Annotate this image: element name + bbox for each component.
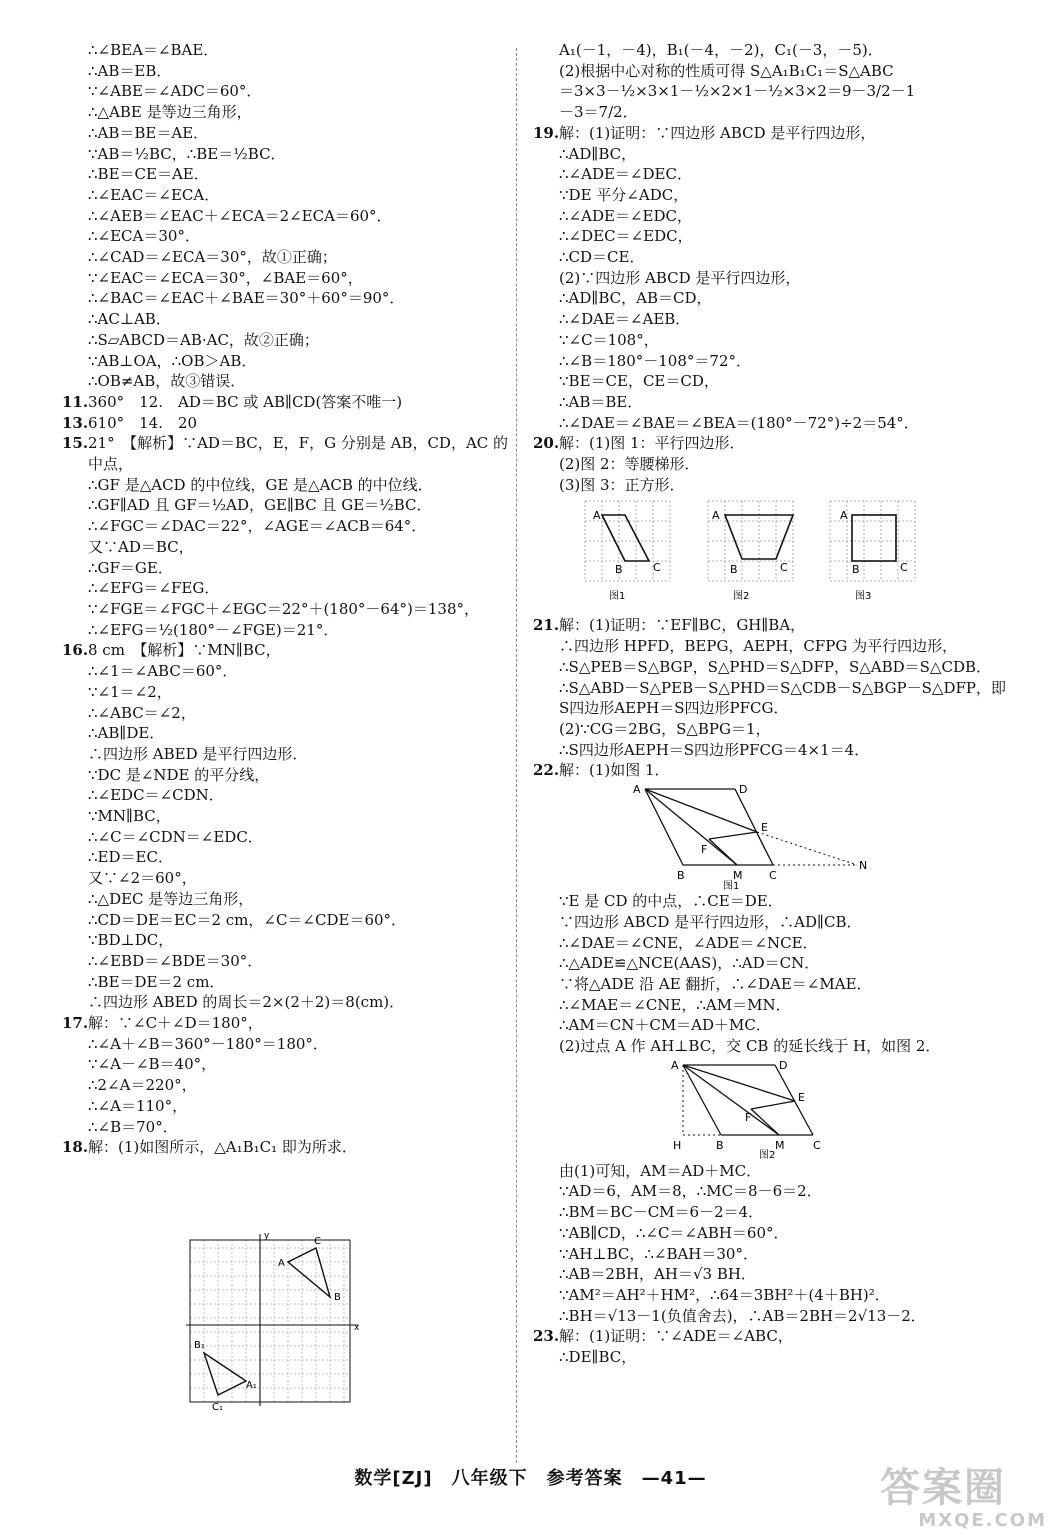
solution-text: ∴△DEC 是等边三角形， <box>88 889 254 908</box>
svg-text:A: A <box>671 1058 679 1072</box>
solution-line <box>62 268 507 289</box>
solution-text: 解：(1)图 1：平行四边形． <box>559 434 745 453</box>
question-number: 21. <box>533 616 560 635</box>
solution-line <box>533 330 993 351</box>
solution-line <box>62 1013 507 1034</box>
solution-line <box>62 723 507 744</box>
solution-line <box>533 995 993 1016</box>
solution-text: ∵将△ADE 沿 AE 翻折，∴∠DAE＝∠MAE． <box>559 974 872 993</box>
solution-text: 解：(1)如图 1． <box>559 761 670 780</box>
solution-line <box>533 678 1006 699</box>
solution-line <box>62 475 507 496</box>
solution-line <box>533 1326 993 1347</box>
solution-text: ∴AC⊥AB． <box>88 310 171 329</box>
solution-text: 解：(1)证明：∵四边形 ABCD 是平行四边形， <box>559 123 876 142</box>
solution-line <box>533 454 993 475</box>
solution-line <box>533 40 993 61</box>
solution-line <box>62 102 507 123</box>
solution-line <box>62 910 507 931</box>
solution-text: ∵∠A－∠B＝40°， <box>88 1055 217 1074</box>
question-number: 16. <box>62 641 89 660</box>
solution-text: ∴CD＝DE＝EC＝2 cm，∠C＝∠CDE＝60°． <box>88 910 407 929</box>
solution-line <box>62 682 507 703</box>
solution-line <box>62 433 507 454</box>
svg-text:B: B <box>334 1292 341 1303</box>
solution-line <box>62 827 507 848</box>
solution-line <box>533 933 993 954</box>
solution-line <box>62 785 507 806</box>
solution-text: ∴GF∥AD 且 GF＝½AD，GE∥BC 且 GE＝½BC． <box>88 496 432 515</box>
solution-text: ∵∠C＝108°， <box>559 330 659 349</box>
solution-line <box>533 144 993 165</box>
solution-text: S四边形AEPH＝S四边形PFCG． <box>559 699 789 718</box>
solution-text: ∴AB∥DE． <box>88 724 165 743</box>
solution-line <box>533 475 993 496</box>
svg-text:N: N <box>859 859 868 873</box>
solution-text: ∴∠EBD＝∠BDE＝30°． <box>88 951 263 970</box>
solution-line <box>533 760 993 781</box>
solution-line <box>533 615 993 636</box>
solution-line <box>533 891 993 912</box>
solution-text: ∵AH⊥BC，∴∠BAH＝30°． <box>559 1244 758 1263</box>
svg-text:B: B <box>730 563 738 577</box>
solution-line <box>62 413 507 434</box>
solution-line <box>62 1117 507 1138</box>
svg-text:A: A <box>712 509 720 523</box>
solution-text: (3)图 3：正方形． <box>559 475 685 494</box>
solution-text: ∵DE 平分∠ADC， <box>559 185 689 204</box>
solution-line <box>62 288 507 309</box>
solution-text: 由(1)可知，AM＝AD＋MC． <box>559 1161 762 1180</box>
solution-text: ∵E 是 CD 的中点，∴CE＝DE． <box>559 892 783 911</box>
svg-text:F: F <box>745 1110 752 1124</box>
solution-line <box>62 558 507 579</box>
solution-text: ∴∠ADE＝∠DEC． <box>559 165 692 184</box>
solution-line <box>62 206 507 227</box>
solution-text: ∴S△ABD－S△PEB－S△PHD＝S△CDB－S△BGP－S△DFP，即 <box>559 678 1006 697</box>
solution-line <box>533 371 993 392</box>
right-column <box>533 40 1006 1368</box>
solution-text: ∴∠AEB＝∠EAC＋∠ECA＝2∠ECA＝60°． <box>88 206 392 225</box>
solution-line <box>533 1181 993 1202</box>
solution-line <box>533 1244 993 1265</box>
solution-text: ∴△ABE 是等边三角形， <box>88 103 252 122</box>
solution-text: 360° 12. AD＝BC 或 AB∥CD(答案不唯一) <box>88 392 403 411</box>
solution-line <box>533 206 993 227</box>
svg-text:A₁: A₁ <box>246 1380 257 1391</box>
svg-text:D: D <box>779 1058 788 1072</box>
solution-text: 610° 14. 20 <box>88 413 198 432</box>
grid-figure-2 <box>708 501 793 581</box>
solution-line <box>62 992 507 1013</box>
svg-text:A: A <box>278 1258 285 1269</box>
svg-text:B₁: B₁ <box>194 1340 205 1351</box>
solution-line <box>62 164 507 185</box>
solution-text: 又∵AD＝BC， <box>88 537 194 556</box>
solution-line <box>533 102 993 123</box>
solution-line <box>533 1202 993 1223</box>
solution-text: A₁(－1，－4)，B₁(－4，－2)，C₁(－3，－5)． <box>559 41 883 59</box>
solution-line <box>533 657 993 678</box>
solution-text: 又∵∠2＝60°， <box>88 869 197 888</box>
solution-text: ∴2∠A＝220°， <box>88 1076 197 1095</box>
solution-line <box>533 226 993 247</box>
solution-line <box>62 144 507 165</box>
solution-line <box>62 1137 507 1158</box>
solution-text: ∴△ADE≌△NCE(AAS)，∴AD＝CN． <box>559 954 820 973</box>
page-footer: 数学[ZJ] 八年级下 参考答案 —41— <box>354 1468 707 1489</box>
solution-text: 解：(1)证明：∵EF∥BC，GH∥BA， <box>559 616 806 635</box>
solution-line <box>533 247 993 268</box>
question-number: 19. <box>533 123 560 142</box>
solution-text: 21° 【解析】∵AD＝BC，E，F，G 分别是 AB，CD，AC 的 <box>88 434 509 453</box>
solution-text: ∴DE∥BC， <box>559 1348 637 1367</box>
solution-line <box>62 330 507 351</box>
watermark-logo: 答案圈 MXQE.COM <box>880 1465 1047 1531</box>
solution-line <box>62 578 507 599</box>
solution-line <box>62 661 507 682</box>
solution-line <box>62 61 507 82</box>
solution-line <box>533 1223 993 1244</box>
svg-text:M: M <box>733 869 743 883</box>
solution-text: ∴四边形 HPFD，BEPG，AEPH，CFPG 为平行四边形， <box>559 637 958 656</box>
solution-text: (2)∵四边形 ABCD 是平行四边形， <box>559 268 801 287</box>
fig1-caption: 图1 <box>723 881 740 892</box>
solution-line <box>62 972 507 993</box>
grid-figure-3 <box>830 501 915 581</box>
svg-text:x: x <box>354 1323 360 1333</box>
solution-line <box>62 226 507 247</box>
solution-line <box>62 351 507 372</box>
grid-fig-caption-1: 图1 <box>609 591 626 603</box>
solution-line <box>62 495 507 516</box>
svg-text:B: B <box>716 1138 724 1152</box>
solution-line <box>62 247 507 268</box>
solution-line <box>533 268 993 289</box>
solution-text: ∴ED＝EC． <box>88 848 173 867</box>
svg-text:H: H <box>673 1138 682 1152</box>
q22-solution-part2-and-23 <box>533 1161 993 1368</box>
solution-text: ∴BH＝√13－1(负值舍去)，∴AB＝2BH＝2√13－2． <box>559 1306 926 1325</box>
solution-text: ∴∠EDC＝∠CDN． <box>88 786 224 805</box>
solution-text: ∴∠DAE＝∠CNE，∠ADE＝∠NCE． <box>559 933 818 952</box>
solution-line <box>533 351 993 372</box>
svg-text:M: M <box>775 1138 785 1152</box>
solution-text: ∴∠DEC＝∠EDC， <box>559 227 693 246</box>
solution-text: ∴BE＝DE＝2 cm． <box>88 972 225 991</box>
question-number: 22. <box>533 761 560 780</box>
solution-text: ＝3×3－½×3×1－½×2×1－½×3×2＝9－3/2－1 <box>559 82 916 101</box>
solution-text: ∴∠DAE＝∠BAE＝∠BEA＝(180°－72°)÷2＝54°． <box>559 413 919 432</box>
solution-line <box>62 123 507 144</box>
solution-line <box>533 1161 993 1182</box>
solution-text: ∵∠ABE＝∠ADC＝60°． <box>88 82 262 101</box>
solution-line <box>533 912 993 933</box>
fig2-caption: 图2 <box>759 1149 776 1161</box>
svg-text:E: E <box>798 1090 805 1104</box>
question-number: 15. <box>62 434 89 453</box>
solution-line <box>533 164 993 185</box>
solution-text: ∴∠BAC＝∠EAC＋∠BAE＝30°＋60°＝90°． <box>88 289 405 308</box>
solution-text: ∴∠EAC＝∠ECA． <box>88 185 220 204</box>
solution-text: ∴∠MAE＝∠CNE，∴AM＝MN． <box>559 995 791 1014</box>
solution-line <box>62 537 507 558</box>
solution-text: (2)∵CG＝2BG，S△BPG＝1， <box>559 719 771 738</box>
solution-text: ∴∠B＝70°． <box>88 1117 178 1136</box>
question-number: 11. <box>62 392 89 411</box>
question-number: 20. <box>533 434 560 453</box>
solution-line <box>62 703 507 724</box>
solution-line <box>533 413 993 434</box>
solution-text: ∴∠EFG＝∠FEG． <box>88 579 220 598</box>
solution-line <box>62 516 507 537</box>
svg-text:D: D <box>739 783 748 797</box>
svg-text:E: E <box>761 821 768 835</box>
svg-text:B: B <box>677 869 685 883</box>
solution-line <box>62 392 507 413</box>
solution-line <box>62 744 507 765</box>
solution-text: ∵AD＝6，AM＝8，∴MC＝8－6＝2． <box>559 1182 822 1201</box>
answers-18-20 <box>533 40 993 495</box>
solution-text: ∵四边形 ABCD 是平行四边形，∴AD∥CB． <box>559 912 862 931</box>
solution-text: ∴AD∥BC， <box>559 144 637 163</box>
solution-line <box>62 371 507 392</box>
svg-text:B: B <box>615 563 623 577</box>
q22-solution-part1 <box>533 891 993 1057</box>
solution-text: ∴AB＝BE． <box>559 392 643 411</box>
solution-line <box>533 288 993 309</box>
solution-line <box>62 454 507 475</box>
question-number: 17. <box>62 1014 89 1033</box>
solution-text: ∴∠1＝∠ABC＝60°． <box>88 662 238 681</box>
solution-line <box>533 392 993 413</box>
column-divider <box>516 48 517 1463</box>
question-number: 13. <box>62 413 89 432</box>
solution-text: ∴GF＝GE． <box>88 558 173 577</box>
solution-text: ∴∠ABC＝∠2， <box>88 703 196 722</box>
q18-coordinate-figure <box>186 1230 362 1416</box>
solution-text: ∴GF 是△ACD 的中位线，GE 是△ACB 的中位线． <box>88 475 433 494</box>
svg-text:C: C <box>900 561 908 575</box>
solution-line <box>533 719 993 740</box>
solution-text: 解：(1)证明：∵∠ADE＝∠ABC， <box>559 1327 793 1346</box>
q22-figure-2 <box>533 1057 993 1161</box>
solution-text: ∵∠EAC＝∠ECA＝30°，∠BAE＝60°， <box>88 268 363 287</box>
solution-text: ∴AB＝2BH，AH＝√3 BH． <box>559 1265 756 1284</box>
solution-line <box>62 847 507 868</box>
svg-text:y: y <box>264 1231 270 1241</box>
grid-figure-1 <box>585 501 670 581</box>
solution-text: ∵∠FGE＝∠FGC＋∠EGC＝22°＋(180°－64°)＝138°， <box>88 599 480 618</box>
solution-line <box>62 309 507 330</box>
left-column <box>62 40 507 1158</box>
solution-text: (2)根据中心对称的性质可得 S△A₁B₁C₁＝S△ABC <box>559 61 894 80</box>
solution-line <box>533 953 993 974</box>
solution-text: ∴∠DAE＝∠AEB． <box>559 310 691 329</box>
solution-line <box>62 765 507 786</box>
solution-line <box>533 1015 993 1036</box>
solution-text: ∴S△PEB＝S△BGP，S△PHD＝S△DFP，S△ABD＝S△CDB． <box>559 657 991 676</box>
solution-line <box>533 1306 993 1327</box>
solution-line <box>533 123 993 144</box>
solution-text: ∴四边形 ABED 是平行四边形． <box>88 744 308 763</box>
svg-text:A: A <box>633 783 641 797</box>
solution-line <box>533 1285 993 1306</box>
solution-line <box>62 640 507 661</box>
solution-line <box>533 185 993 206</box>
svg-text:C₁: C₁ <box>212 1402 223 1412</box>
solution-text: ∴∠CAD＝∠ECA＝30°，故①正确； <box>88 248 337 267</box>
svg-text:C: C <box>780 561 788 575</box>
solution-text: ∵AM²＝AH²＋HM²，∴64＝3BH²＋(4＋BH)²． <box>559 1285 890 1304</box>
q22-figure-1 <box>533 781 993 891</box>
solution-text: ∴AB＝EB． <box>88 61 172 80</box>
solution-text: ∴AD∥BC，AB＝CD， <box>559 289 712 308</box>
solution-text: －3＝7/2． <box>559 103 638 122</box>
solution-text: ∴AB＝BE＝AE． <box>88 123 209 142</box>
solution-text: ∵AB＝½BC，∴BE＝½BC． <box>88 144 286 163</box>
solution-line <box>62 1096 507 1117</box>
solution-text: ∵∠1＝∠2， <box>88 682 172 701</box>
solution-line <box>533 636 993 657</box>
solution-text: ∴∠ADE＝∠EDC， <box>559 206 692 225</box>
solution-line <box>62 599 507 620</box>
solution-text: ∴∠A＝110°， <box>88 1096 188 1115</box>
solution-text: ∴S▱ABCD＝AB·AC，故②正确； <box>88 330 319 349</box>
solution-line <box>62 1034 507 1055</box>
solution-line <box>62 185 507 206</box>
q20-figures <box>533 495 993 615</box>
grid-fig-caption-2: 图2 <box>733 591 750 603</box>
solution-line <box>533 740 993 761</box>
solution-line <box>533 1347 993 1368</box>
solution-text: ∴∠ECA＝30°． <box>88 227 200 246</box>
solution-line <box>62 40 507 61</box>
solution-text: ∴CD＝CE． <box>559 248 645 267</box>
solution-line <box>533 81 993 102</box>
solution-text: ∴∠A＋∠B＝360°－180°＝180°． <box>88 1034 328 1053</box>
solution-line <box>533 1264 993 1285</box>
svg-text:C: C <box>653 561 661 575</box>
solution-line <box>62 806 507 827</box>
solution-text: ∵MN∥BC， <box>88 807 171 826</box>
solution-text: 8 cm 【解析】∵MN∥BC， <box>88 641 281 660</box>
solution-line <box>62 889 507 910</box>
solution-line <box>62 868 507 889</box>
solution-text: ∴∠B＝180°－108°＝72°． <box>559 351 751 370</box>
question-number: 18. <box>62 1138 89 1157</box>
solution-line <box>62 1054 507 1075</box>
solution-text: ∴∠C＝∠CDN＝∠EDC． <box>88 827 263 846</box>
answers-21-22 <box>533 615 1006 781</box>
solution-text: 解：∵∠C＋∠D＝180°， <box>88 1014 263 1033</box>
solution-text: ∴BE＝CE＝AE． <box>88 165 209 184</box>
solution-line <box>62 951 507 972</box>
solution-text: 中点， <box>88 455 134 474</box>
solution-text: ∵BD⊥DC， <box>88 931 174 950</box>
solution-text: 解：(1)如图所示，△A₁B₁C₁ 即为所求． <box>88 1138 357 1157</box>
svg-text:C: C <box>314 1236 321 1247</box>
solution-text: ∴S四边形AEPH＝S四边形PFCG＝4×1＝4． <box>559 740 870 759</box>
solution-line <box>533 698 993 719</box>
solution-line <box>533 433 993 454</box>
svg-text:F: F <box>701 843 708 857</box>
q20-grid-figures <box>533 495 993 615</box>
solution-text: (2)过点 A 作 AH⊥BC，交 CB 的延长线于 H，如图 2． <box>559 1037 941 1056</box>
svg-text:A: A <box>840 509 848 523</box>
solution-line <box>62 930 507 951</box>
svg-text:C: C <box>769 869 777 883</box>
solution-text: (2)图 2：等腰梯形． <box>559 455 700 474</box>
solution-text: ∴BM＝BC－CM＝6－2＝4． <box>559 1203 764 1222</box>
solution-text: ∴∠FGC＝∠DAC＝22°，∠AGE＝∠ACB＝64°． <box>88 517 427 536</box>
solution-line <box>533 309 993 330</box>
solution-text: ∵AB∥CD，∴∠C＝∠ABH＝60°． <box>559 1223 789 1242</box>
grid-fig-caption-3: 图3 <box>855 591 872 603</box>
solution-text: ∴OB≠AB，故③错误． <box>88 372 246 391</box>
solution-line <box>533 974 993 995</box>
solution-text: ∴四边形 ABED 的周长＝2×(2＋2)＝8(cm)． <box>88 993 405 1012</box>
solution-text: ∵AB⊥OA，∴OB＞AB． <box>88 351 257 370</box>
solution-text: ∴∠EFG＝½(180°－∠FGE)＝21°． <box>88 620 339 639</box>
solution-text: ∴AM＝CN＋CM＝AD＋MC． <box>559 1016 771 1035</box>
solution-line <box>533 61 993 82</box>
solution-line <box>62 1075 507 1096</box>
solution-text: ∵BE＝CE，CE＝CD， <box>559 372 719 391</box>
solution-line <box>62 620 507 641</box>
solution-text: ∵DC 是∠NDE 的平分线， <box>88 765 270 784</box>
solution-line <box>533 1036 993 1057</box>
svg-text:C: C <box>813 1138 821 1152</box>
svg-text:B: B <box>852 563 860 577</box>
solution-text: ∴∠BEA＝∠BAE． <box>88 41 219 59</box>
question-number: 23. <box>533 1327 560 1346</box>
solution-line <box>62 81 507 102</box>
svg-text:A: A <box>593 509 601 523</box>
